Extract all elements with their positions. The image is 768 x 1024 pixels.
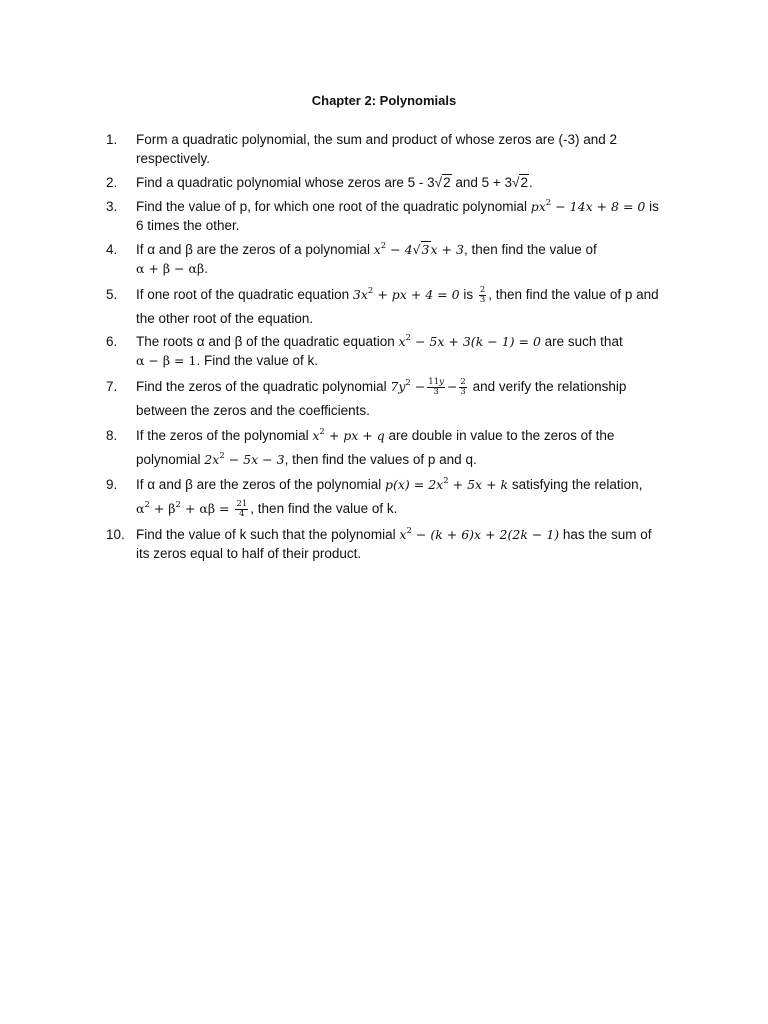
equation: $x^2 - 5x + 3(k - 1) = 0$	[398, 333, 541, 349]
question-list	[106, 130, 686, 568]
question-number: 3.	[106, 199, 118, 214]
equation: $7y^2$ −	[390, 378, 426, 394]
equation: $px^2 - 14x + 8 = 0$	[530, 198, 646, 214]
question-8: 8. If the zeros of the polynomial $x^2$ + px + q are double in value to the zeros of the polynomial $2x^2 - 5x - 3$, then find the values of p and q.	[106, 424, 686, 472]
question-number: 5.	[106, 287, 118, 302]
equation: $\alpha^2 + \beta^2 + \alpha\beta$ =	[136, 500, 234, 516]
fraction-21-4: $\frac{21}{4}$	[236, 498, 248, 519]
question-number: 1.	[106, 132, 118, 147]
question-number: 2.	[106, 175, 118, 190]
question-number: 8.	[106, 428, 118, 443]
fraction-2-3: $\frac{2}{3}$	[479, 284, 486, 305]
question-4: 4. If α and β are the zeros of a polynomial $x^2 - 4√3x + 3$, then find the value of α + β − αβ.	[106, 241, 597, 276]
question-3: 3. Find the value of p, for which one root of the quadratic polynomial $px^2 - 14x + 8 = 0$ is 6 times the other.	[106, 198, 659, 233]
equation: $2x^2 - 5x - 3$	[204, 451, 285, 467]
question-5: 5. If one root of the quadratic equation $3x^2$ + px + 4 = 0 is $\frac{2}{3}$ , then find the value of p and the other root of the equation.	[106, 284, 659, 326]
equation: $x^2 - 4√3x + 3$	[373, 241, 464, 257]
equation: $p(x) = 2x^2 + 5x + k$	[384, 476, 509, 492]
question-9: 9. If α and β are the zeros of the polynomial $p(x) = 2x^2 + 5x + k$ satisfying the relation, $\alpha^2 + \beta^2 + \alpha\beta$ = $\frac{21}{4}$ , then find the value of k.	[106, 473, 686, 521]
equation: $x^2$ + px + q	[312, 427, 385, 443]
question-number: 7.	[106, 379, 118, 394]
question-number: 6.	[106, 334, 118, 349]
sqrt-2: √2	[434, 175, 451, 190]
equation: $3x^2$ + px + 4 = 0	[352, 286, 460, 302]
chapter-title: Chapter 2: Polynomials	[311, 93, 457, 108]
question-2: 2. Find a quadratic polynomial whose zeros are 5 - 3√2 and 5 + 3√2.	[106, 175, 533, 190]
sqrt-2: √2	[512, 175, 528, 190]
question-1: 1. Form a quadratic polynomial, the sum and product of whose zeros are (-3) and 2 respectively.	[106, 132, 617, 166]
fraction-2-3: $\frac{2}{3}$	[460, 376, 466, 397]
equation: $x^2 - (k + 6)x + 2(2k - 1)$	[399, 526, 560, 542]
question-10: 10. Find the value of k such that the polynomial $x^2 - (k + 6)x + 2(2k - 1)$ has the sum of its zeros equal to half of their product.	[106, 526, 652, 561]
question-number: 4.	[106, 242, 118, 257]
question-number: 9.	[106, 477, 118, 492]
question-number: 10.	[106, 527, 125, 542]
fraction-11y-3: $\frac{11y}{3}$	[428, 376, 444, 397]
question-6: 6. The roots α and β of the quadratic equation $x^2 - 5x + 3(k - 1) = 0$ are such that α − β = 1. Find the value of k.	[106, 333, 623, 368]
question-7: 7. Find the zeros of the quadratic polynomial $7y^2$ − $\frac{11y}{3}$ − $\frac{2}{3}$ and verify the relationship between the zeros and the coefficients.	[106, 376, 627, 418]
